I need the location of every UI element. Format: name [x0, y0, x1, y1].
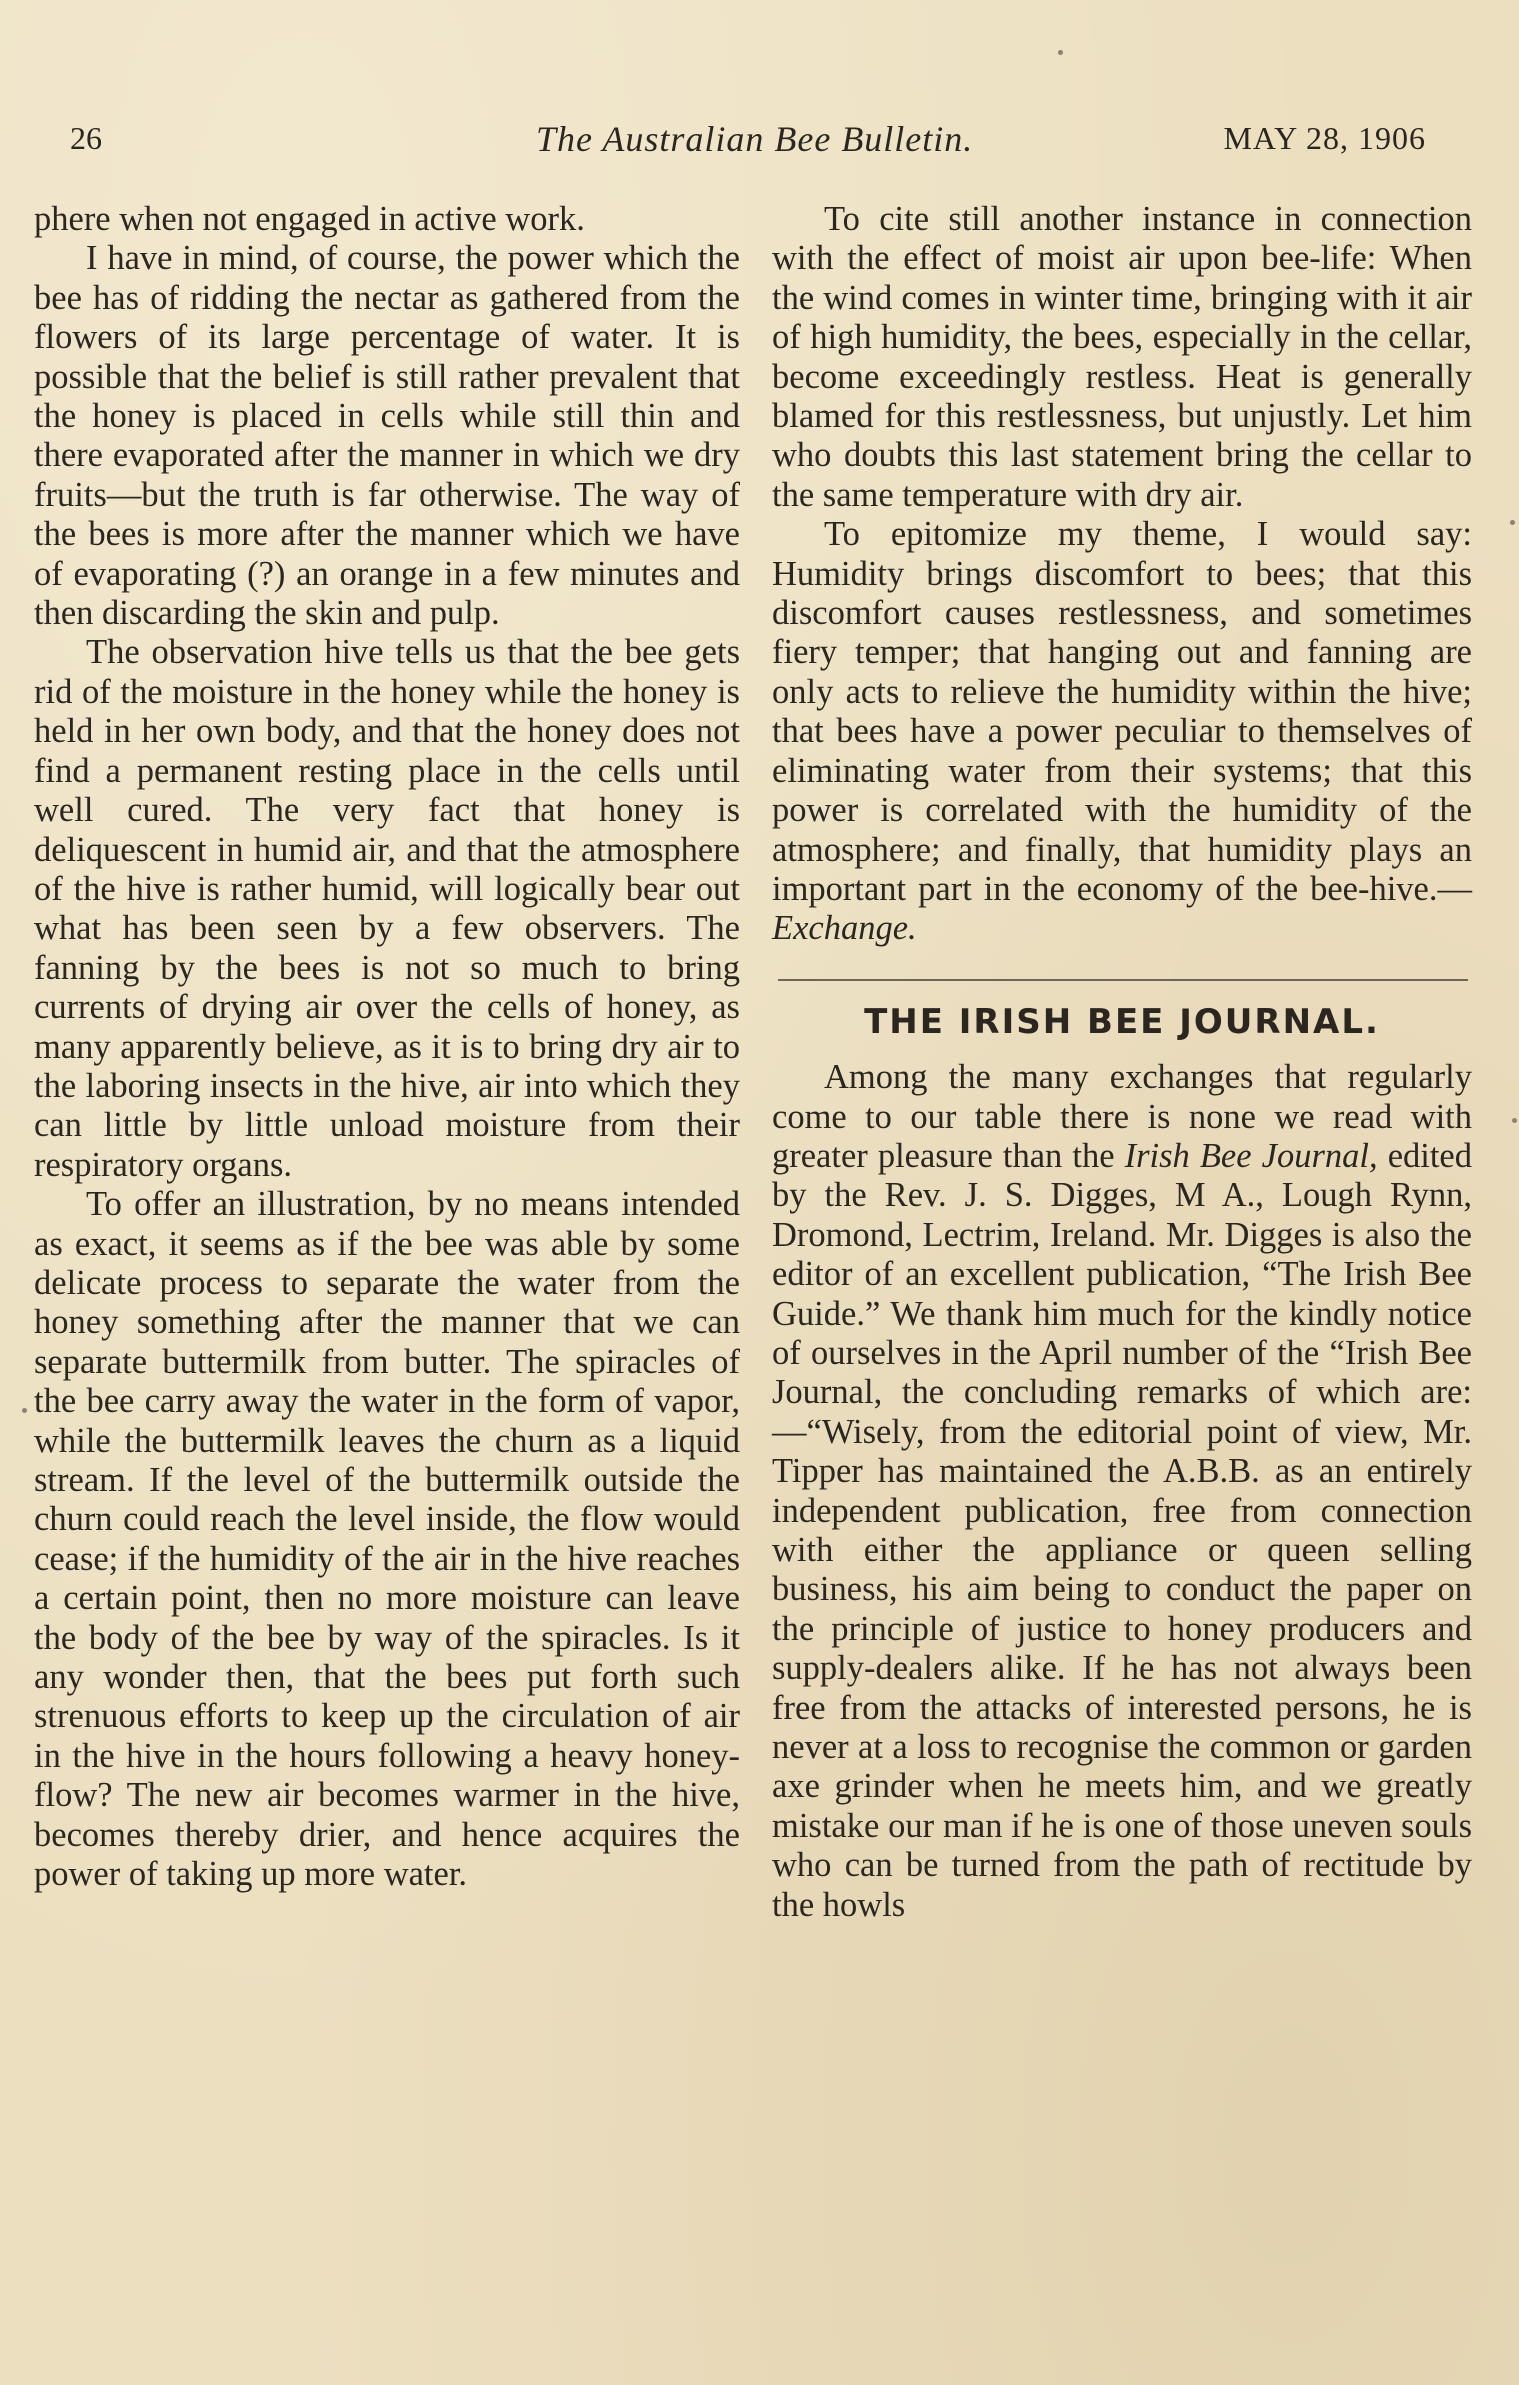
- section-divider: [778, 979, 1468, 981]
- left-column: [34, 200, 740, 1894]
- paragraph: I have in mind, of course, the power which the bee has of ridding the nectar as gathered from the flowers of its large percentage of water. It is possible that the belief is still rather prevalent that the honey is placed in cells while still thin and there evaporated after the manner in which we dry fruits—but the truth is far otherwise. The way of the bees is more after the manner which we have of evaporating (?) an orange in a few minutes and then discarding the skin and pulp.: [34, 239, 740, 633]
- right-column: [772, 200, 1472, 1925]
- paragraph: phere when not engaged in active work.: [34, 200, 585, 238]
- page-number: 26: [70, 120, 102, 156]
- paper-speck: [1510, 520, 1515, 525]
- issue-date: MAY 28, 1906: [1223, 120, 1426, 156]
- paragraph-text: Among the many exchanges that regularly come to our table there is none we read with greater pleasure than the: [772, 1058, 1472, 1175]
- paragraph-text: edited by the Rev. J. S. Digges, M A., Lough Rynn, Dromond, Lectrim, Ireland. Mr. Digges is also the editor of an excellent publication, “The Irish Bee Guide.” We thank him much for the kindly notice of ourselves in the April number of the “Irish Bee Journal, the concluding remarks of which are:—“Wisely, from the editorial point of view, Mr. Tipper has maintained the A.B.B. as an entirely independent publication, free from connection with either the appliance or queen selling business, his aim being to conduct the paper on the principle of justice to honey producers and supply-dealers alike. If he has not always been free from the attacks of interested persons, he is never at a loss to recognise the common or garden axe grinder when he meets him, and we greatly mistake our man if he is one of those uneven souls who can be turned from the path of rectitude by the howls: [772, 1136, 1472, 1924]
- paper-speck: [1058, 50, 1063, 55]
- paper-speck: [22, 1408, 27, 1413]
- paragraph-text: To epitomize my theme, I would say: Humidity brings discomfort to bees; that this discomfort causes restlessness, and sometimes fiery temper; that hanging out and fanning are only acts to relieve the humidity within the hive; that bees have a power peculiar to themselves of eliminating water from their systems; that this power is correlated with the humidity of the atmosphere; and finally, that humidity plays an important part in the economy of the bee-hive.—: [772, 515, 1472, 908]
- paragraph: To cite still another instance in connection with the effect of moist air upon bee-life: When the wind comes in winter time, bringing with it air of high humidity, the bees, especially in the cellar, become exceedingly restless. Heat is generally blamed for this restlessness, but unjustly. Let him who doubts this last statement bring the cellar to the same temperature with dry air.: [772, 200, 1472, 514]
- journal-name: Irish Bee Journal,: [1124, 1136, 1378, 1175]
- paper-speck: [1512, 1118, 1517, 1123]
- source-credit: Exchange.: [772, 909, 917, 948]
- paragraph: [772, 1058, 1472, 1925]
- paragraph: To offer an illustration, by no means intended as exact, it seems as if the bee was able by some delicate process to separate the water from the honey something after the manner that we can separate buttermilk from butter. The spiracles of the bee carry away the water in the form of vapor, while the buttermilk leaves the churn as a liquid stream. If the level of the buttermilk outside the churn could reach the level inside, the flow would cease; if the humidity of the air in the hive reaches a certain point, then no more moisture can leave the body of the bee by way of the spiracles. Is it any wonder then, that the bees put forth such strenuous efforts to keep up the circulation of air in the hive in the hours following a heavy honey-flow? The new air becomes warmer in the hive, becomes thereby drier, and hence acquires the power of taking up more water.: [34, 1185, 740, 1894]
- section-title: THE IRISH BEE JOURNAL.: [864, 1001, 1380, 1042]
- paragraph: [772, 515, 1472, 948]
- journal-title: The Australian Bee Bulletin.: [536, 119, 974, 159]
- paragraph: The observation hive tells us that the bee gets rid of the moisture in the honey while the honey is held in her own body, and that the honey does not find a permanent resting place in the cells until well cured. The very fact that honey is deliquescent in humid air, and that the atmosphere of the hive is rather humid, will logically bear out what has been seen by a few observers. The fanning by the bees is not so much to bring currents of drying air over the cells of honey, as many apparently believe, as it is to bring dry air to the laboring insects in the hive, air into which they can little by little unload moisture from their respiratory organs.: [34, 633, 740, 1184]
- page-header: [66, 120, 1426, 170]
